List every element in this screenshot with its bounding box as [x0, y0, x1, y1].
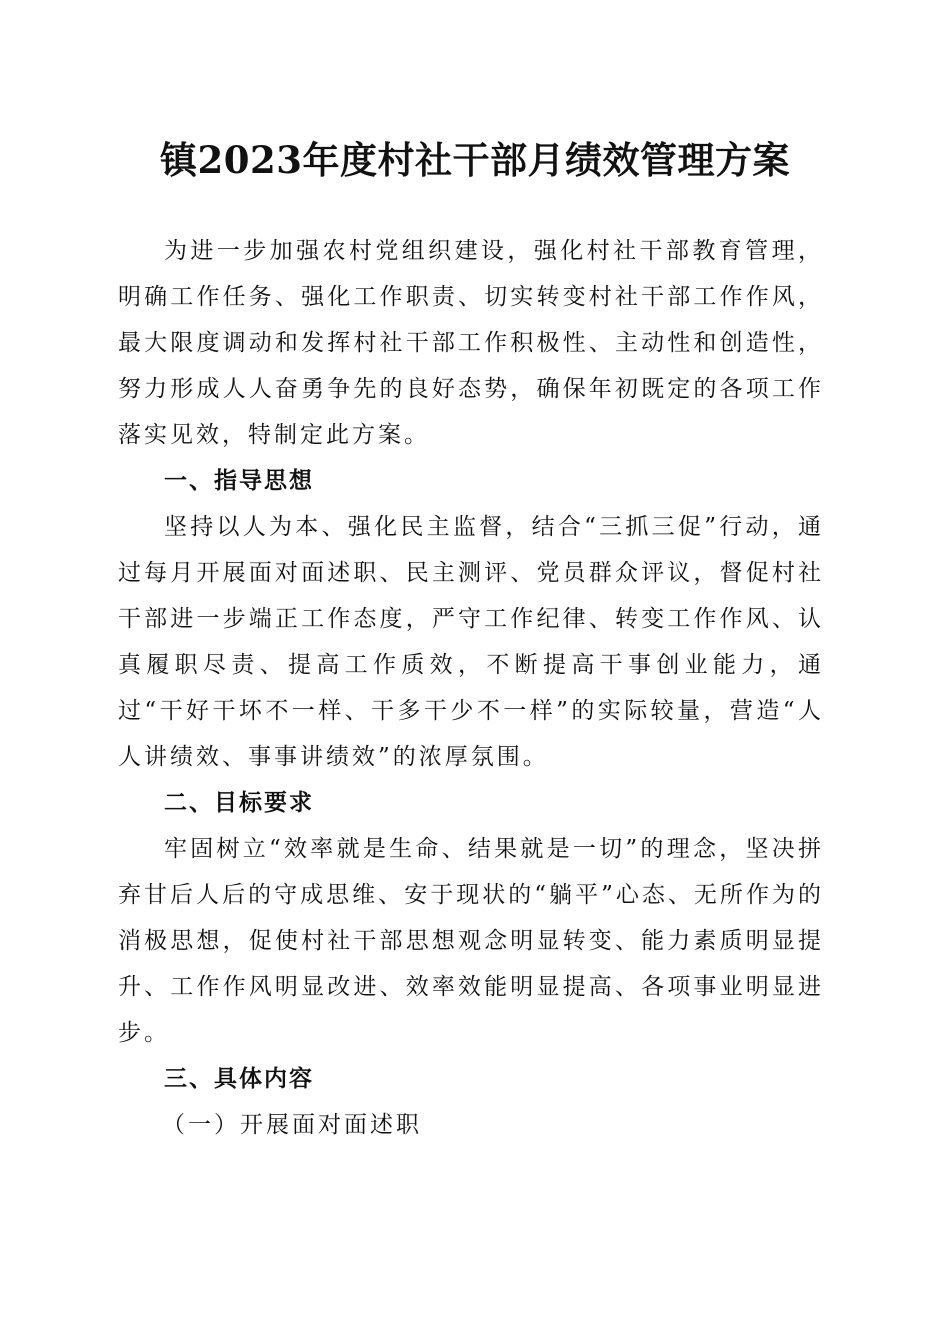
section-heading-content: 三、具体内容 — [164, 1066, 314, 1092]
document-body — [118, 228, 824, 1148]
section-paragraph-guiding-ideology: 坚持以人为本、强化民主监督，结合“三抓三促”行动，通过每月开展面对面述职、民主测评、党员群众评议，督促村社干部进一步端正工作态度，严守工作纪律、转变工作作风、认真履职尽责、提高工作质效，不断提高干事创业能力，通过“干好干坏不一样、干多干少不一样”的实际较量，营造“人人讲绩效、事事讲绩效”的浓厚氛围。 — [118, 514, 824, 770]
section-heading-guiding-ideology: 一、指导思想 — [164, 468, 314, 494]
section-heading-goals: 二、目标要求 — [164, 790, 314, 816]
document-title: 镇2023年度村社干部月绩效管理方案 — [160, 138, 790, 182]
section-paragraph-goals: 牢固树立“效率就是生命、结果就是一切”的理念，坚决拼弃甘后人后的守成思维、安于现状的“躺平”心态、无所作为的消极思想，促使村社干部思想观念明显转变、能力素质明显提升、工作作风明显改进、效率效能明显提高、各项事业明显进步。 — [118, 836, 824, 1046]
intro-paragraph: 为进一步加强农村党组织建设，强化村社干部教育管理，明确工作任务、强化工作职责、切实转变村社干部工作作风，最大限度调动和发挥村社干部工作积极性、主动性和创造性，努力形成人人奋勇争先的良好态势，确保年初既定的各项工作落实见效，特制定此方案。 — [118, 238, 824, 448]
subsection-heading-reporting: （一）开展面对面述职 — [162, 1112, 422, 1138]
